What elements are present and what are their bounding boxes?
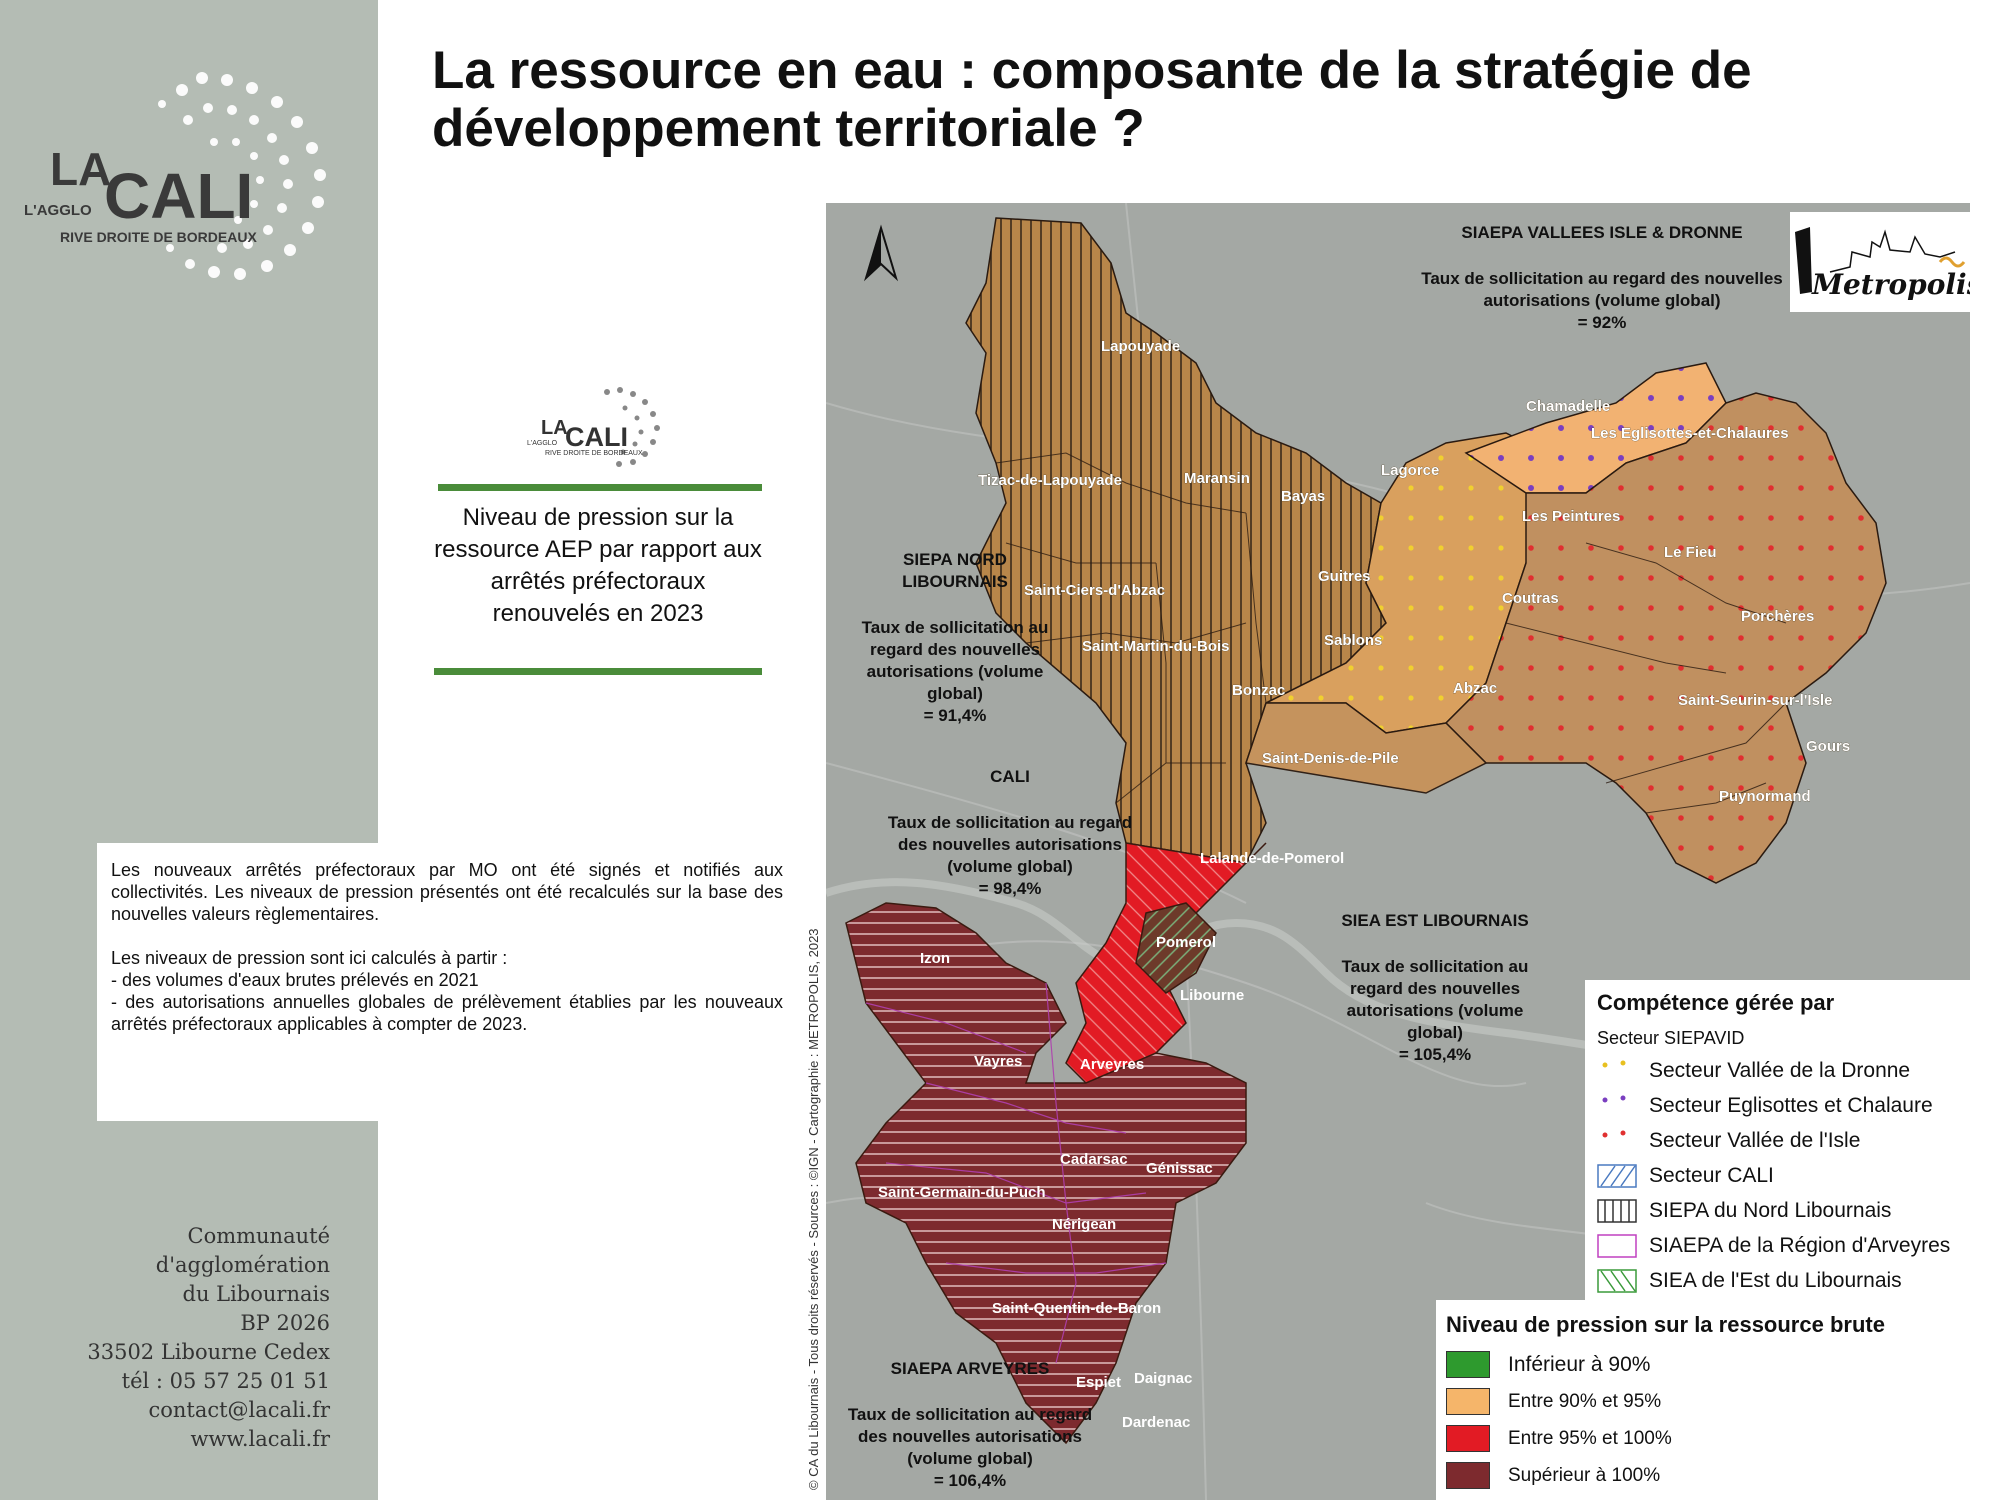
divider-bottom: [434, 668, 762, 675]
map-credit: © CA du Libournais - Tous droits réservés - Sources : ©IGN - Cartographie : METROPOLIS, 2023: [806, 928, 821, 1490]
divider-top: [438, 484, 762, 491]
commune-label: Bonzac: [1232, 682, 1286, 699]
syndicate-text: Taux de sollicitation au regard des nouvelles autorisations (volume global): [847, 1405, 1093, 1468]
legend-item: [1446, 1346, 1960, 1383]
commune-label: Sablons: [1324, 632, 1383, 649]
commune-label: Puynormand: [1719, 788, 1811, 805]
contact-line: 33502 Libourne Cedex: [87, 1340, 330, 1364]
syndicate-text: Taux de sollicitation au regard des nouvelles autorisations (volume global): [887, 813, 1133, 876]
siaepa-arveyres-block: [820, 1358, 1120, 1492]
commune-label: Porchères: [1741, 608, 1815, 625]
legend-item: [1597, 1158, 1958, 1193]
syndicate-value: = 105,4%: [1398, 1045, 1472, 1064]
contact-line: du Libournais: [182, 1282, 330, 1306]
legend-label: Secteur Vallée de l'Isle: [1649, 1128, 1861, 1152]
color-swatch: [1446, 1425, 1490, 1452]
logo-lagglo: L'AGGLO: [24, 202, 92, 219]
note-paragraph: Les niveaux de pression sont ici calculés à partir :: [111, 948, 508, 968]
commune-label: Saint-Ciers-d'Abzac: [1024, 582, 1166, 599]
contact-line: d'agglomération: [155, 1253, 330, 1277]
legend-label: SIAEPA de la Région d'Arveyres: [1649, 1233, 1951, 1257]
commune-label: Lalande-de-Pomerol: [1200, 850, 1345, 867]
legend-label: SIEPA du Nord Libournais: [1649, 1198, 1892, 1222]
legend-item: [1597, 1228, 1958, 1263]
commune-label: Les Peintures: [1522, 508, 1621, 525]
commune-label: Saint-Denis-de-Pile: [1262, 750, 1399, 767]
commune-label: Izon: [920, 950, 950, 967]
lacali-logo: [22, 60, 362, 290]
siepa-nord-block: [830, 549, 1080, 727]
note-paragraph: - des volumes d'eaux brutes prélevés en 2021: [111, 970, 479, 990]
logo-rive: RIVE DROITE DE BORDEAUX: [60, 229, 257, 245]
commune-label: Guitres: [1318, 568, 1371, 585]
legend-item: [1597, 1088, 1958, 1123]
syndicate-name: SIAEPA VALLEES ISLE & DRONNE: [1461, 223, 1743, 242]
commune-label: Nérigean: [1052, 1216, 1117, 1233]
contact-line: contact@lacali.fr: [148, 1398, 330, 1422]
legend-item: [1597, 1263, 1958, 1298]
pressure-title: Niveau de pression sur la ressource AEP par rapport aux arrêtés préfectoraux renouvelés en 2023: [434, 504, 762, 627]
legend-item: [1597, 1193, 1958, 1228]
commune-label: Maransin: [1184, 470, 1250, 487]
lacali-logo-small: [525, 382, 675, 472]
syndicate-value: = 92%: [1577, 313, 1627, 332]
legend-label: Secteur CALI: [1649, 1163, 1774, 1187]
syndicate-text: Taux de sollicitation au regard des nouvelles autorisations (volume global): [1341, 957, 1529, 1042]
commune-label: Lagorce: [1381, 462, 1440, 479]
outline-swatch-icon: [1597, 1234, 1637, 1258]
note-paragraph: Les nouveaux arrêtés préfectoraux par MO ont été signés et notifiés aux collectivités. Les niveaux de pression présentés ont été recalculés sur la base des nouvelles valeurs règlementaires.: [111, 860, 783, 924]
commune-label: Cadarsac: [1060, 1151, 1128, 1168]
logo-cali: CALI: [104, 160, 254, 232]
metropolis-logo: [1790, 212, 1970, 312]
legend-pressure: [1436, 1300, 1970, 1500]
commune-label: Saint-Germain-du-Puch: [878, 1184, 1046, 1201]
syndicate-name: SIAEPA ARVEYRES: [890, 1359, 1050, 1378]
commune-label: Dardenac: [1122, 1414, 1191, 1431]
commune-label: Lapouyade: [1101, 338, 1181, 355]
siaepa-isle-dronne-block: [1392, 222, 1812, 334]
legend-label: Entre 90% et 95%: [1508, 1390, 1662, 1412]
legend-title: Compétence gérée par: [1597, 990, 1835, 1015]
contact-block: [40, 1222, 330, 1454]
color-swatch: [1446, 1351, 1490, 1378]
contact-line: Communauté: [187, 1224, 330, 1248]
syndicate-name: SIEA EST LIBOURNAIS: [1341, 911, 1529, 930]
commune-label: Arveyres: [1080, 1056, 1145, 1073]
legend-title: Niveau de pression sur la ressource brute: [1446, 1312, 1885, 1337]
commune-label: Tizac-de-Lapouyade: [978, 472, 1122, 489]
note-paragraph: - des autorisations annuelles globales de prélèvement établies par les nouveaux arrêtés préfectoraux applicables à compter de 2023.: [111, 992, 783, 1034]
commune-label: Saint-Quentin-de-Baron: [992, 1300, 1162, 1317]
diagonal-hatch-swatch-icon: [1597, 1164, 1637, 1188]
commune-label: Chamadelle: [1526, 398, 1611, 415]
commune-label: Abzac: [1453, 680, 1498, 697]
syndicate-value: = 106,4%: [933, 1471, 1007, 1490]
logo-small-cali: CALI: [565, 422, 628, 452]
cali-block: [860, 766, 1160, 900]
logo-small-la: LA: [541, 417, 568, 439]
dot-swatch-icon: [1597, 1094, 1637, 1118]
logo-small-rive: RIVE DROITE DE BORDEAUX: [545, 450, 643, 457]
legend-item: [1597, 1123, 1958, 1158]
legend-item: [1446, 1420, 1960, 1457]
page-title: La ressource en eau : composante de la stratégie de développement territoriale ?: [432, 41, 1752, 158]
syndicate-text: Taux de sollicitation au regard des nouvelles autorisations (volume global): [1421, 269, 1783, 310]
legend-label: Supérieur à 100%: [1508, 1464, 1661, 1486]
legend-item: [1446, 1457, 1960, 1494]
commune-label: Les Eglisottes-et-Chalaures: [1591, 425, 1789, 442]
commune-label: Daignac: [1134, 1370, 1193, 1387]
syndicate-text: Taux de sollicitation au regard des nouvelles autorisations (volume global): [861, 618, 1049, 703]
commune-label: Libourne: [1180, 987, 1245, 1004]
sidebar: [0, 0, 378, 1500]
legend-label: Secteur Vallée de la Dronne: [1649, 1058, 1911, 1082]
commune-label: Bayas: [1281, 488, 1326, 505]
commune-label: Pomerol: [1156, 934, 1217, 951]
commune-label: Gours: [1806, 738, 1851, 755]
commune-label: Coutras: [1502, 590, 1559, 607]
legend-label: Inférieur à 90%: [1508, 1352, 1651, 1376]
legend-label: Secteur Eglisottes et Chalaure: [1649, 1093, 1933, 1117]
commune-label: Le Fieu: [1664, 544, 1717, 561]
contact-line: www.lacali.fr: [190, 1427, 330, 1451]
commune-label: Saint-Seurin-sur-l'Isle: [1678, 692, 1833, 709]
syndicate-name: CALI: [990, 767, 1030, 786]
syndicate-value: = 98,4%: [978, 879, 1042, 898]
contact-line: BP 2026: [240, 1311, 330, 1335]
vertical-hatch-swatch-icon: [1597, 1199, 1637, 1223]
contact-line: tél : 05 57 25 01 51: [121, 1369, 330, 1393]
diagonal-hatch-green-swatch-icon: [1597, 1269, 1637, 1293]
brand-name: Metropolis: [1812, 268, 1970, 301]
legend-label: Entre 95% et 100%: [1508, 1427, 1672, 1449]
logo-small-lagglo: L'AGGLO: [527, 440, 558, 447]
legend-subtitle: Secteur SIEPAVID: [1597, 1028, 1745, 1048]
legend-item: [1597, 1053, 1958, 1088]
color-swatch: [1446, 1462, 1490, 1489]
siea-est-block: [1320, 910, 1550, 1066]
legend-label: SIEA de l'Est du Libournais: [1649, 1268, 1902, 1292]
commune-label: Espiet: [1076, 1374, 1122, 1391]
dot-swatch-icon: [1597, 1059, 1637, 1083]
legend-item: [1446, 1383, 1960, 1420]
legend-competence: [1585, 980, 1970, 1300]
syndicate-name: SIEPA NORD LIBOURNAIS: [902, 550, 1008, 591]
color-swatch: [1446, 1388, 1490, 1415]
commune-label: Vayres: [974, 1053, 1023, 1070]
syndicate-value: = 91,4%: [923, 706, 987, 725]
logo-la: LA: [50, 143, 112, 195]
commune-label: Génissac: [1146, 1160, 1213, 1177]
dot-swatch-icon: [1597, 1129, 1637, 1153]
note-box: [97, 843, 797, 1121]
commune-label: Saint-Martin-du-Bois: [1082, 638, 1230, 655]
